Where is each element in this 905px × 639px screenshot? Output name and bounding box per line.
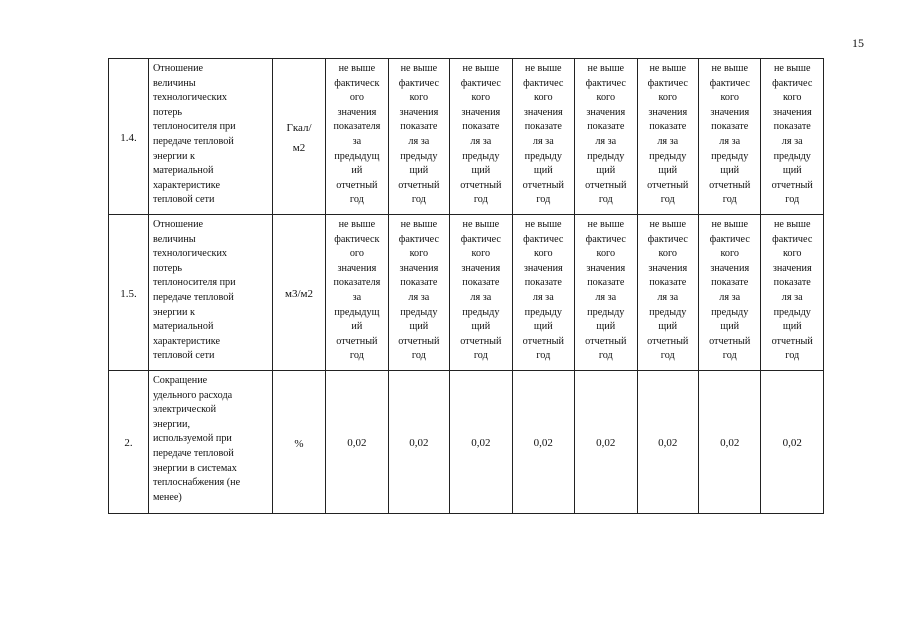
value-cell: не выше фактическ ого значения показателя за предыдущ ий отчетный год [326,215,388,371]
unit-text: м3/м2 [285,288,313,300]
value-cell: не выше фактичес кого значения показате ля за предыду щий отчетный год [388,215,449,371]
value-cell: не выше фактичес кого значения показате ля за предыду щий отчетный год [575,215,637,371]
value-cell: не выше фактичес кого значения показате ля за предыду щий отчетный год [698,59,760,215]
unit-text: % [294,437,304,450]
value-cell: не выше фактичес кого значения показате ля за предыду щий отчетный год [637,59,698,215]
indicator-name [148,59,272,215]
indicator-name [148,215,272,371]
value-cell: не выше фактичес кого значения показате ля за предыду щий отчетный год [637,215,698,371]
row-number: 1.4. [109,59,149,215]
value-cell: не выше фактичес кого значения показате ля за предыду щий отчетный год [512,59,574,215]
value-cell: не выше фактическ ого значения показателя за предыдущ ий отчетный год [326,59,388,215]
value-cell: не выше фактичес кого значения показате ля за предыду щий отчетный год [575,59,637,215]
indicator-name-text: Отношение величины технологических потерь теплоносителя при передаче тепловой энергии к материальной характеристике тепловой сети [152,219,236,362]
value-cell: не выше фактичес кого значения показате ля за предыду щий отчетный год [450,215,512,371]
unit-cell [272,59,325,215]
value-cell: 0,02 [637,371,698,514]
unit-cell [272,215,325,371]
value-cell: не выше фактичес кого значения показате ля за предыду щий отчетный год [450,59,512,215]
page-number: 15 [852,36,864,50]
value-cell: 0,02 [388,371,449,514]
value-cell: 0,02 [761,371,824,514]
table-row [109,59,824,215]
unit-cell [272,371,325,514]
row-number: 2. [109,371,149,514]
indicator-name-text: Отношение величины технологических потерь теплоносителя при передаче тепловой энергии к материальной характеристике тепловой сети [152,63,236,206]
value-cell: не выше фактичес кого значения показате ля за предыду щий отчетный год [388,59,449,215]
row-number: 1.5. [109,215,149,371]
value-cell: 0,02 [698,371,760,514]
unit-text: Гкал/ м2 [286,122,312,154]
table-row [109,215,824,371]
value-cell: не выше фактичес кого значения показате ля за предыду щий отчетный год [698,215,760,371]
value-cell: 0,02 [512,371,574,514]
value-cell: 0,02 [326,371,388,514]
value-cell: не выше фактичес кого значения показате ля за предыду щий отчетный год [761,215,824,371]
value-cell: 0,02 [575,371,637,514]
indicator-name [148,371,272,514]
indicator-name-text: Сокращение удельного расхода электрической энергии, используемой при передаче тепловой энергии в системах теплоснабжения (не менее) [152,375,241,503]
value-cell: 0,02 [450,371,512,514]
value-cell: не выше фактичес кого значения показате ля за предыду щий отчетный год [512,215,574,371]
indicators-table [108,58,824,514]
value-cell: не выше фактичес кого значения показате ля за предыду щий отчетный год [761,59,824,215]
table-row [109,371,824,514]
